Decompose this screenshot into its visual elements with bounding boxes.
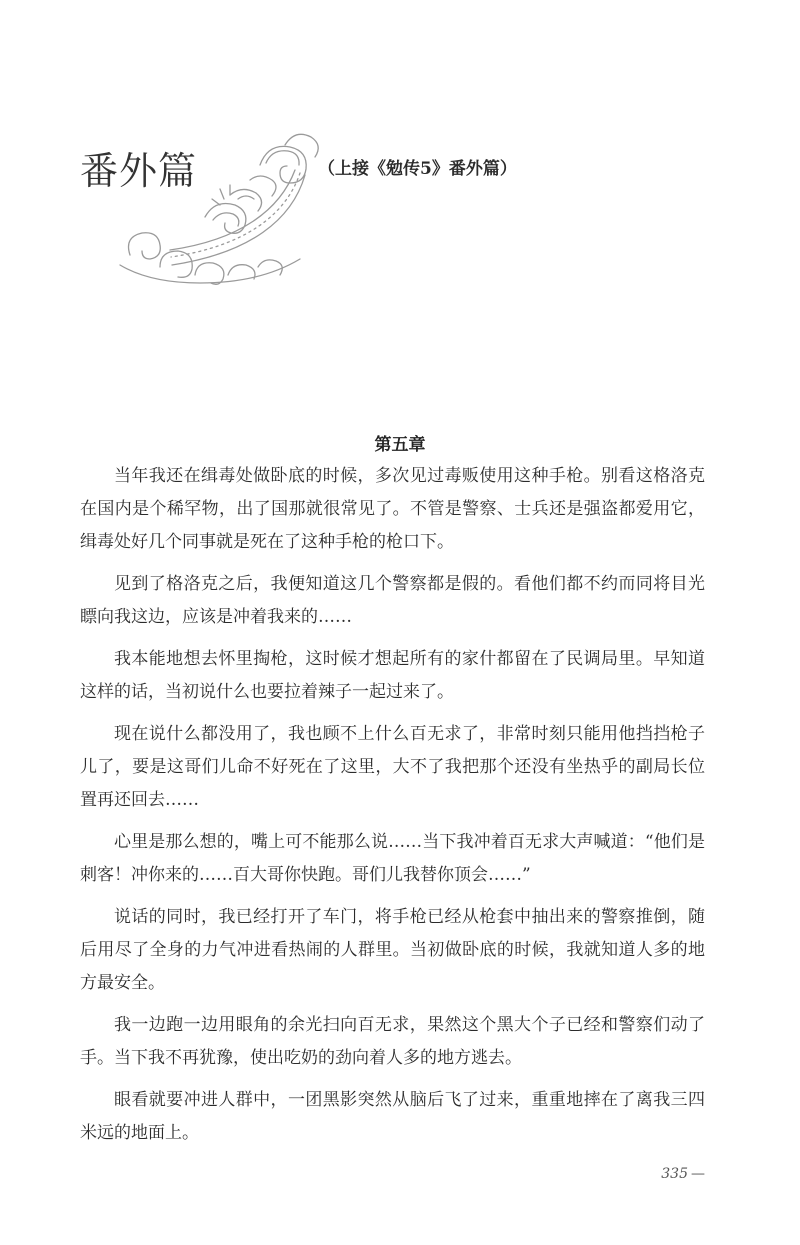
paragraph: 我本能地想去怀里掏枪，这时候才想起所有的家什都留在了民调局里。早知道这样的话，当初说什么也要拉着辣子一起过来了。 xyxy=(80,649,705,703)
paragraph: 我一边跑一边用眼角的余光扫向百无求，果然这个黑大个子已经和警察们动了手。当下我不再犹豫，使出吃奶的劲向着人多的地方逃去。 xyxy=(80,1015,705,1069)
paragraph: 心里是那么想的，嘴上可不能那么说……当下我冲着百无求大声喊道：“他们是刺客！冲你来的……百大哥你快跑。哥们儿我替你顶会……” xyxy=(80,832,705,886)
section-subtitle: （上接《勉传5》番外篇） xyxy=(318,159,517,179)
paragraph: 眼看就要冲进人群中，一团黑影突然从脑后飞了过来，重重地摔在了离我三四米远的地面上。 xyxy=(80,1089,705,1144)
page-number-value: 335 xyxy=(661,1166,688,1182)
paragraph: 说话的同时，我已经打开了车门，将手枪已经从枪套中抽出来的警察推倒，随后用尽了全身的力气冲进看热闹的人群里。当初做卧底的时候，我就知道人多的地方最安全。 xyxy=(80,906,705,994)
page-number-dash: — xyxy=(691,1166,705,1182)
page-number xyxy=(661,1166,705,1182)
body-text xyxy=(80,460,705,1159)
paragraph: 现在说什么都没用了，我也顾不上什么百无求了，非常时刻只能用他挡挡枪子儿了，要是这哥们儿命不好死在了这里，大不了我把那个还没有坐热乎的副局长位置再还回去…… xyxy=(80,723,705,811)
section-title: 番外篇 xyxy=(80,149,198,193)
paragraph: 见到了格洛克之后，我便知道这几个警察都是假的。看他们都不约而同将目光瞟向我这边，应该是冲着我来的…… xyxy=(80,574,705,628)
paragraph: 当年我还在缉毒处做卧底的时候，多次见过毒贩使用这种手枪。别看这格洛克在国内是个稀罕物，出了国那就很常见了。不管是警察、士兵还是强盗都爱用它，缉毒处好几个同事就是死在了这种手枪的枪口下。 xyxy=(80,466,705,553)
chapter-title: 第五章 xyxy=(374,435,426,455)
